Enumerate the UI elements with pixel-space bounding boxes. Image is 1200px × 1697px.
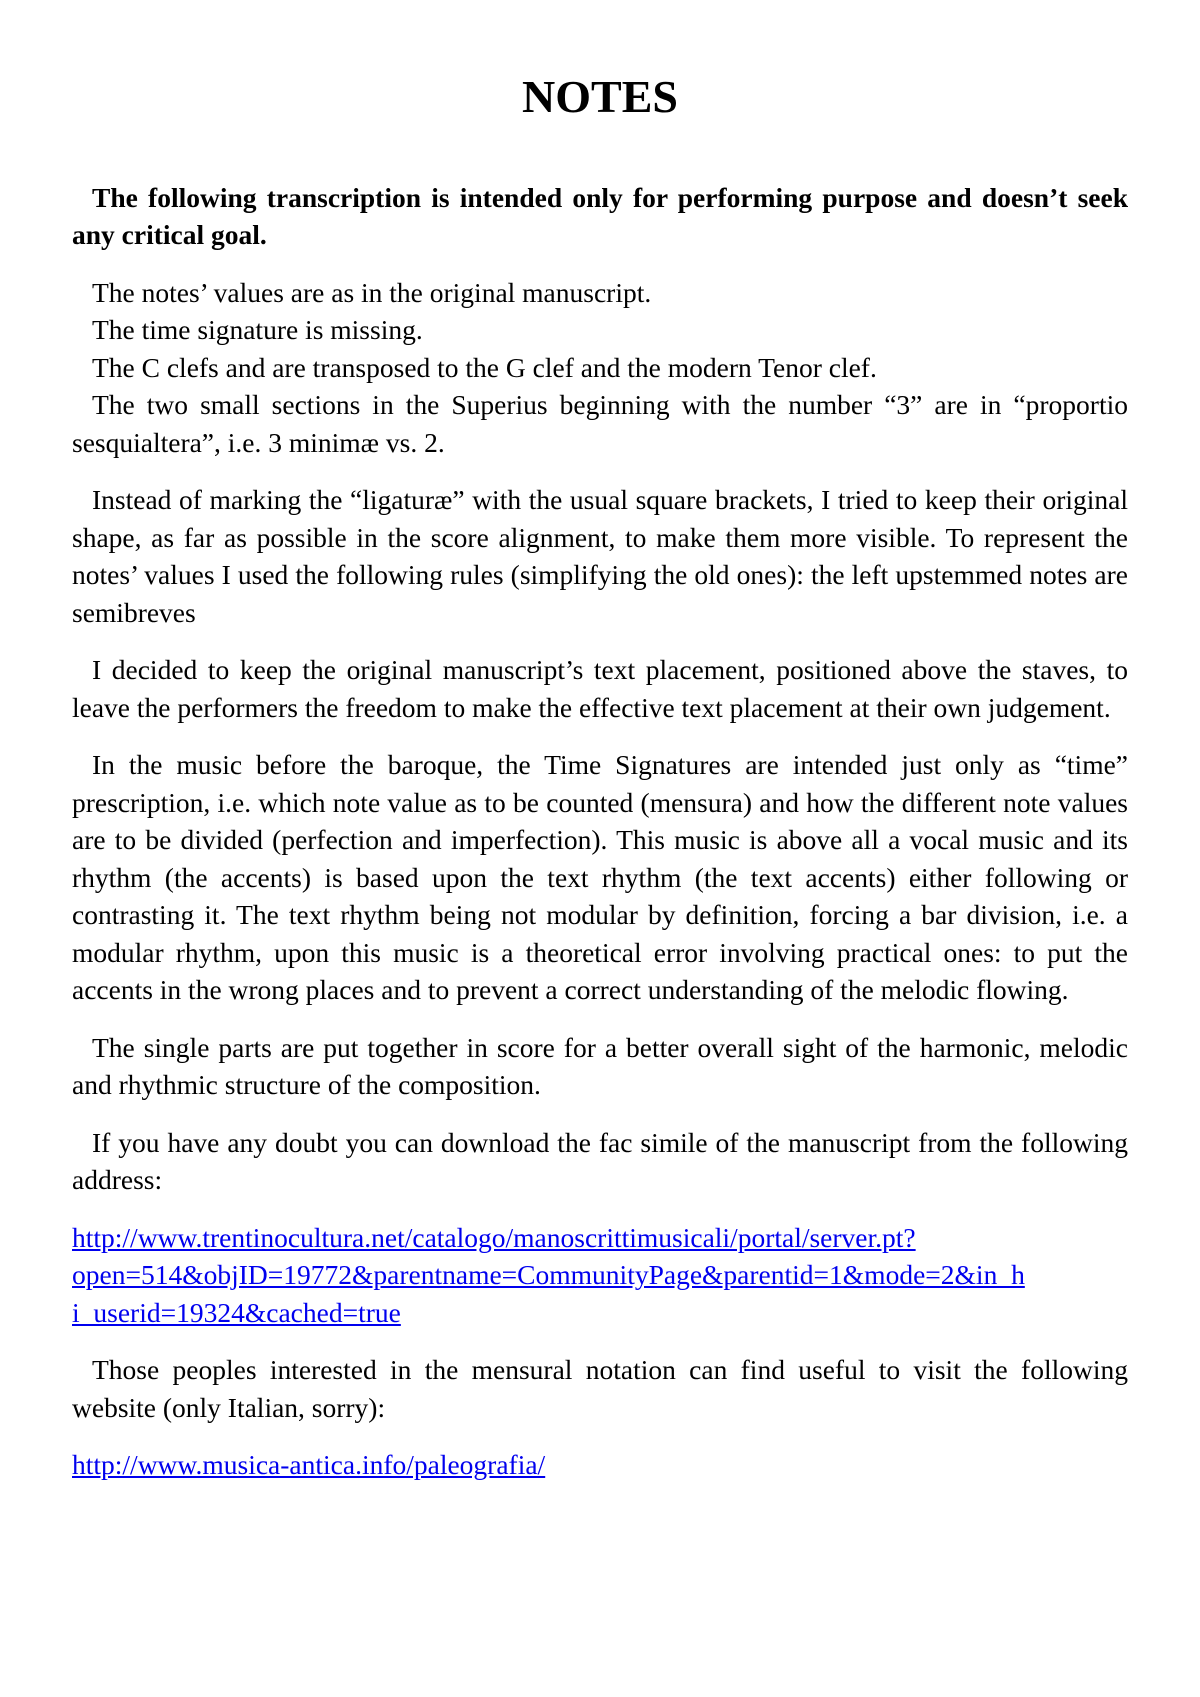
notes-line-values: The notes’ values are as in the original manuscript. [92,276,652,308]
time-signature-paragraph: In the music before the baroque, the Time Signatures are intended just only as “time” prescription, i.e. which note value as to be counted (mensura) and how the different note values are to be divided (perfection and imperfection). This music is above all a vocal music and its rhythm (the accents) is based upon the text rhythm (the text accents) either following or contrasting it. The text rhythm being not modular by definition, forcing a bar division, i.e. a modular rhythm, upon this music is a theoretical error involving practical ones: to put the accents in the wrong places and to prevent a correct understanding of the melodic flowing. [72,749,1128,1006]
manuscript-link-line-1[interactable]: http://www.trentinocultura.net/catalogo/manoscrittimusicali/portal/server.pt? [72,1221,916,1253]
notes-line-time-signature: The time signature is missing. [92,314,423,346]
website-paragraph: Those peoples interested in the mensural notation can find useful to visit the following website (only Italian, sorry): [72,1354,1128,1423]
text-placement-paragraph: I decided to keep the original manuscript’s text placement, positioned above the staves, to leave the performers the freedom to make the effective text placement at their own judgement. [72,654,1128,723]
manuscript-link-line-2[interactable]: open=514&objID=19772&parentname=CommunityPage&parentid=1&mode=2&in_h [72,1259,1025,1291]
manuscript-link-line-3[interactable]: i_userid=19324&cached=true [72,1296,401,1328]
score-paragraph: The single parts are put together in score for a better overall sight of the harmonic, melodic and rhythmic structure of the composition. [72,1031,1128,1101]
intro-paragraph: The following transcription is intended only for performing purpose and doesn’t seek any critical goal. [72,181,1128,251]
download-paragraph: If you have any doubt you can download the fac simile of the manuscript from the following address: [72,1126,1128,1196]
notes-paragraph [72,274,1128,462]
manuscript-link[interactable] [72,1219,1128,1332]
ligatures-paragraph: Instead of marking the “ligaturæ” with the usual square brackets, I tried to keep their original shape, as far as possible in the score alignment, to make them more visible. To represent the notes’ values I used the following rules (simplifying the old ones): the left upstemmed notes are semibreves [72,484,1128,628]
website-link[interactable]: http://www.musica-antica.info/paleografia/ [72,1449,546,1481]
notes-line-sesquialtera: The two small sections in the Superius beginning with the number “3” are in “proportio sesquialtera”, i.e. 3 minimæ vs. 2. [72,389,1128,458]
page-title: NOTES [522,71,678,122]
notes-line-clefs: The C clefs and are transposed to the G clef and the modern Tenor clef. [92,351,877,383]
